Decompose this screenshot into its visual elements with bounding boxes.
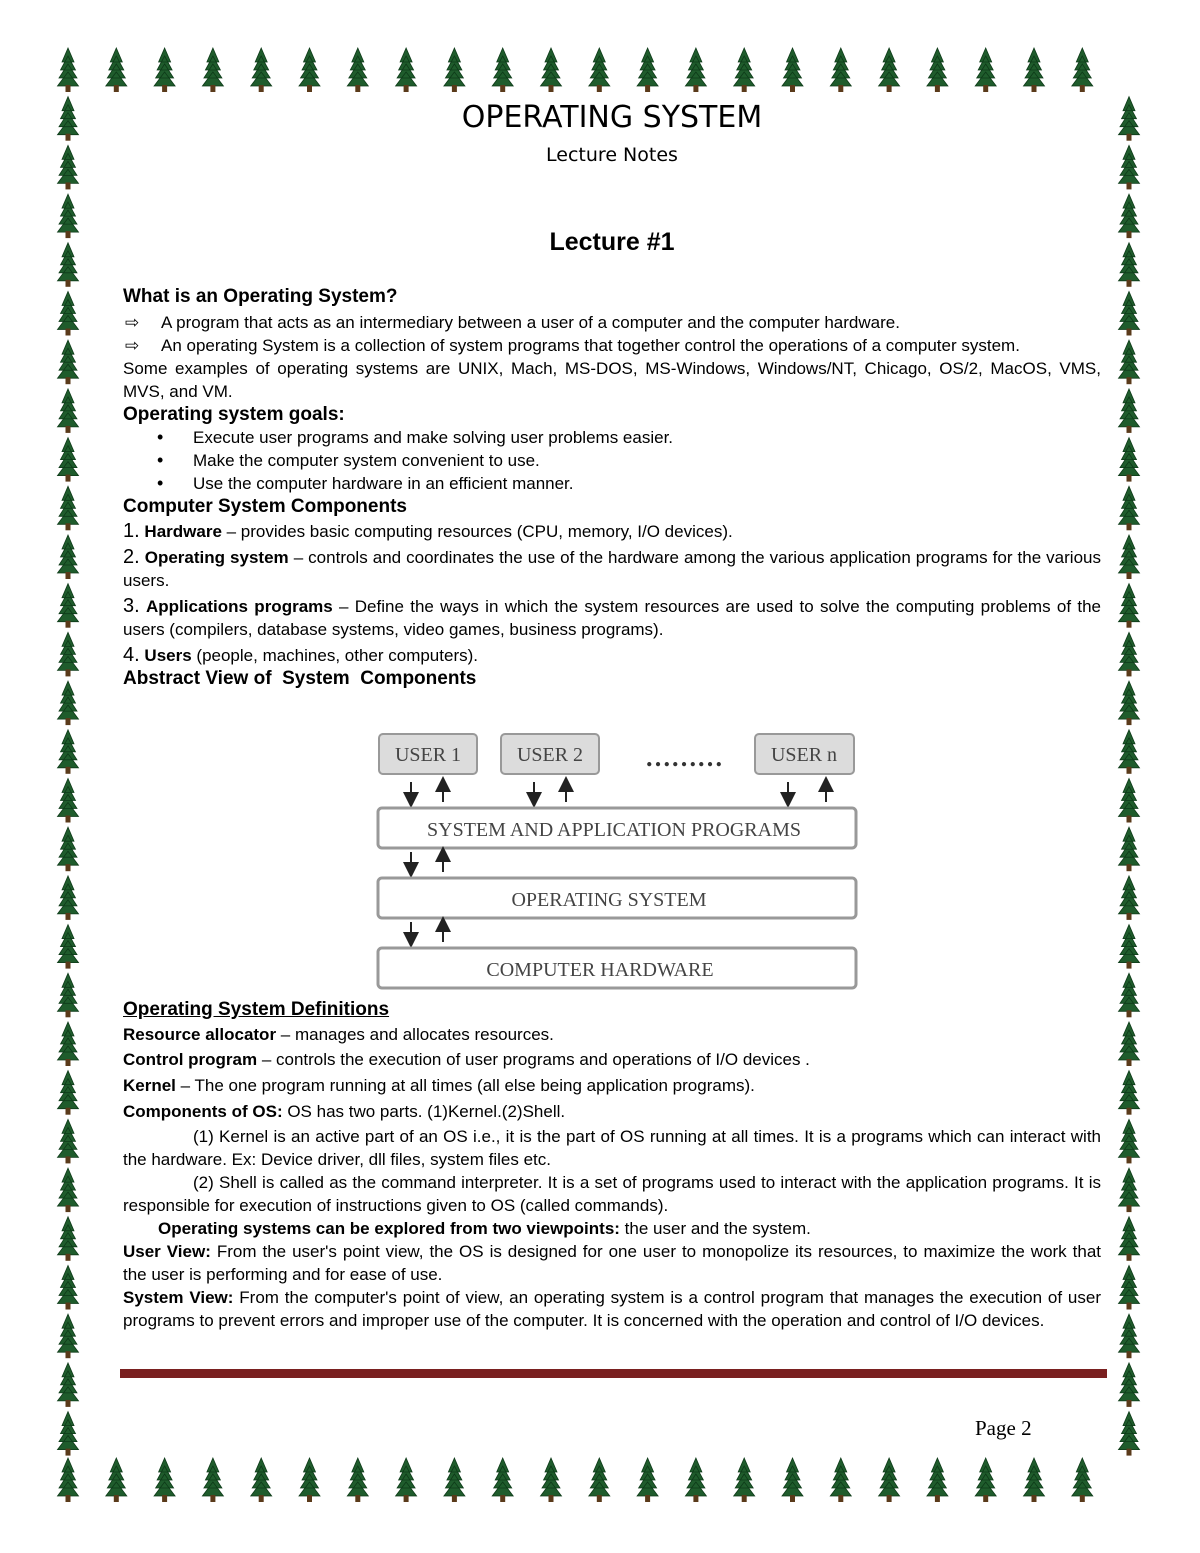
layer-label: OPERATING SYSTEM bbox=[511, 889, 707, 911]
tree-icon bbox=[1119, 876, 1140, 920]
tree-icon bbox=[58, 973, 79, 1017]
tree-icon bbox=[58, 535, 79, 579]
tree-icon bbox=[58, 584, 79, 628]
tree-icon bbox=[1119, 535, 1140, 579]
ellipsis-dots: ……… bbox=[645, 743, 723, 772]
tree-icon bbox=[58, 779, 79, 823]
tree-icon bbox=[492, 1458, 513, 1502]
tree-icon bbox=[1119, 1314, 1140, 1358]
tree-icon bbox=[396, 48, 417, 92]
tree-icon bbox=[154, 1458, 175, 1502]
tree-icon bbox=[396, 1458, 417, 1502]
tree-icon bbox=[58, 1412, 79, 1456]
list-item: • Make the computer system convenient to use. bbox=[123, 449, 1101, 472]
component-item: 2. Operating system – controls and coordinates the use of the hardware among the various application programs for the various users. bbox=[123, 546, 1101, 590]
shell-detail: (2) Shell is called as the command interpreter. It is a set of programs used to interact with the application programs. It is responsible for execution of instructions given to OS (called commands). bbox=[123, 1173, 1101, 1215]
examples-text: Some examples of operating systems are UNIX, Mach, MS-DOS, MS-Windows, Windows/NT, Chicago, OS/2, MacOS, VMS, MVS, and VM. bbox=[123, 359, 1101, 401]
tree-icon bbox=[58, 486, 79, 530]
tree-icon bbox=[202, 1458, 223, 1502]
tree-icon bbox=[637, 48, 658, 92]
list-item: • Execute user programs and make solving user problems easier. bbox=[123, 426, 1101, 449]
user-n-box bbox=[755, 734, 854, 774]
goals-list bbox=[123, 426, 1101, 495]
tree-icon bbox=[58, 438, 79, 482]
tree-icon bbox=[58, 292, 79, 336]
document-subtitle: Lecture Notes bbox=[546, 144, 678, 166]
abstract-view-heading: Abstract View of System Components bbox=[123, 668, 477, 689]
tree-icon bbox=[347, 48, 368, 92]
tree-icon bbox=[347, 1458, 368, 1502]
tree-icon bbox=[1119, 730, 1140, 774]
tree-icon bbox=[1024, 48, 1045, 92]
tree-icon bbox=[1072, 1458, 1093, 1502]
tree-icon bbox=[1119, 1363, 1140, 1407]
tree-icon bbox=[975, 48, 996, 92]
layer-label: SYSTEM AND APPLICATION PROGRAMS bbox=[427, 819, 801, 841]
tree-icon bbox=[1119, 389, 1140, 433]
tree-icon bbox=[1119, 925, 1140, 969]
tree-icon bbox=[975, 1458, 996, 1502]
viewpoints-text: Operating systems can be explored from two viewpoints: the user and the system. bbox=[158, 1219, 811, 1238]
tree-icon bbox=[1119, 827, 1140, 871]
user-1-box bbox=[379, 734, 477, 774]
tree-icon bbox=[154, 48, 175, 92]
user-2-box bbox=[501, 734, 599, 774]
tree-icon bbox=[58, 1458, 79, 1502]
tree-icon bbox=[202, 48, 223, 92]
user-1-label: USER 1 bbox=[394, 744, 462, 766]
tree-icon bbox=[58, 389, 79, 433]
tree-icon bbox=[1119, 1119, 1140, 1163]
tree-icon bbox=[782, 1458, 803, 1502]
tree-icon bbox=[251, 48, 272, 92]
user-n-label: USER n bbox=[770, 744, 838, 766]
tree-icon bbox=[1119, 973, 1140, 1017]
tree-icon bbox=[58, 730, 79, 774]
tree-icon bbox=[58, 1217, 79, 1261]
system-view-text: System View: From the computer's point of view, an operating system is a control program that manages the execution of user programs to prevent errors and improper use of the computer. It is concerned with the operation and control of I/O devices. bbox=[123, 1288, 1102, 1330]
arrow-item: ⇨ An operating System is a collection of system programs that together control the operations of a computer system. bbox=[125, 336, 1020, 355]
intro-heading: What is an Operating System? bbox=[123, 286, 398, 307]
tree-icon bbox=[58, 632, 79, 676]
tree-icon bbox=[879, 48, 900, 92]
tree-icon bbox=[541, 48, 562, 92]
tree-icon bbox=[1119, 1266, 1140, 1310]
arrow-icon: ⇨ bbox=[125, 336, 140, 355]
tree-icon bbox=[58, 1363, 79, 1407]
tree-icon bbox=[58, 48, 79, 92]
user-arrows bbox=[411, 782, 826, 802]
tree-icon bbox=[58, 1168, 79, 1212]
tree-icon bbox=[1119, 1217, 1140, 1261]
tree-icon bbox=[1024, 1458, 1045, 1502]
components-heading: Computer System Components bbox=[123, 496, 407, 517]
tree-icon bbox=[830, 1458, 851, 1502]
tree-icon bbox=[1119, 584, 1140, 628]
component-item: 3. Applications programs – Define the ways in which the system resources are used to solve the computing problems of the users (compilers, database systems, video games, business programs). bbox=[123, 595, 1101, 639]
tree-icon bbox=[1119, 1412, 1140, 1456]
operating-system-layer bbox=[378, 878, 856, 918]
tree-icon bbox=[927, 1458, 948, 1502]
tree-icon bbox=[106, 1458, 127, 1502]
tree-icon bbox=[299, 48, 320, 92]
layer-arrows bbox=[411, 922, 443, 942]
definitions-heading: Operating System Definitions bbox=[123, 999, 390, 1020]
tree-icon bbox=[1119, 1168, 1140, 1212]
tree-icon bbox=[1119, 340, 1140, 384]
computer-hardware-layer bbox=[378, 948, 856, 988]
layer-label: COMPUTER HARDWARE bbox=[486, 959, 714, 981]
layer-arrows bbox=[411, 852, 443, 872]
tree-icon bbox=[1119, 681, 1140, 725]
tree-icon bbox=[58, 1119, 79, 1163]
tree-icon bbox=[541, 1458, 562, 1502]
tree-icon bbox=[1119, 438, 1140, 482]
tree-icon bbox=[1119, 292, 1140, 336]
tree-icon bbox=[734, 48, 755, 92]
tree-icon bbox=[492, 48, 513, 92]
tree-icon bbox=[58, 340, 79, 384]
tree-icon bbox=[589, 1458, 610, 1502]
tree-icon bbox=[444, 1458, 465, 1502]
kernel-detail: (1) Kernel is an active part of an OS i.e., it is the part of OS running at all times. It is a programs which can interact with the hardware. Ex: Device driver, dll files, system files etc. bbox=[123, 1127, 1101, 1169]
user-2-label: USER 2 bbox=[516, 744, 584, 766]
main-content bbox=[123, 285, 1101, 690]
system-components-diagram bbox=[370, 728, 865, 996]
footer-rule bbox=[120, 1369, 1107, 1378]
tree-icon bbox=[251, 1458, 272, 1502]
definition-item: Resource allocator – manages and allocates resources. bbox=[123, 1025, 554, 1044]
page-number: Page 2 bbox=[975, 1416, 1032, 1440]
tree-icon bbox=[58, 681, 79, 725]
tree-icon bbox=[589, 48, 610, 92]
definition-item: Kernel – The one program running at all times (all else being application programs). bbox=[123, 1076, 755, 1095]
definition-item: Components of OS: OS has two parts. (1)Kernel.(2)Shell. bbox=[123, 1102, 566, 1121]
list-item: • Use the computer hardware in an efficient manner. bbox=[123, 472, 1101, 495]
tree-icon bbox=[879, 1458, 900, 1502]
tree-icon bbox=[1119, 486, 1140, 530]
arrow-item: ⇨ A program that acts as an intermediary between a user of a computer and the computer hardware. bbox=[125, 313, 900, 332]
system-programs-layer bbox=[378, 808, 856, 848]
user-view-text: User View: From the user's point view, the OS is designed for one user to monopolize its resources, to maximize the work that the user is performing and for ease of use. bbox=[123, 1242, 1102, 1284]
lecture-heading: Lecture #1 bbox=[549, 228, 675, 256]
tree-icon bbox=[1119, 779, 1140, 823]
tree-icon bbox=[685, 1458, 706, 1502]
tree-icon bbox=[830, 48, 851, 92]
tree-icon bbox=[637, 1458, 658, 1502]
document-title: OPERATING SYSTEM bbox=[461, 100, 763, 135]
goals-heading: Operating system goals: bbox=[123, 404, 345, 425]
tree-icon bbox=[782, 48, 803, 92]
definitions-section bbox=[123, 998, 1101, 1332]
tree-icon bbox=[106, 48, 127, 92]
component-item: 4. Users (people, machines, other computers). bbox=[123, 644, 478, 666]
tree-icon bbox=[734, 1458, 755, 1502]
tree-icon bbox=[1119, 1022, 1140, 1066]
component-item: 1. Hardware – provides basic computing resources (CPU, memory, I/O devices). bbox=[123, 520, 733, 542]
tree-icon bbox=[58, 1266, 79, 1310]
tree-icon bbox=[1119, 1071, 1140, 1115]
tree-icon bbox=[444, 48, 465, 92]
tree-icon bbox=[58, 876, 79, 920]
tree-icon bbox=[58, 1071, 79, 1115]
definition-item: Control program – controls the execution of user programs and operations of I/O devices . bbox=[123, 1050, 810, 1069]
tree-icon bbox=[1119, 632, 1140, 676]
tree-icon bbox=[685, 48, 706, 92]
tree-icon bbox=[927, 48, 948, 92]
arrow-icon: ⇨ bbox=[125, 313, 140, 332]
tree-icon bbox=[58, 925, 79, 969]
tree-icon bbox=[58, 827, 79, 871]
tree-icon bbox=[58, 1022, 79, 1066]
tree-icon bbox=[1072, 48, 1093, 92]
tree-icon bbox=[58, 1314, 79, 1358]
tree-icon bbox=[299, 1458, 320, 1502]
